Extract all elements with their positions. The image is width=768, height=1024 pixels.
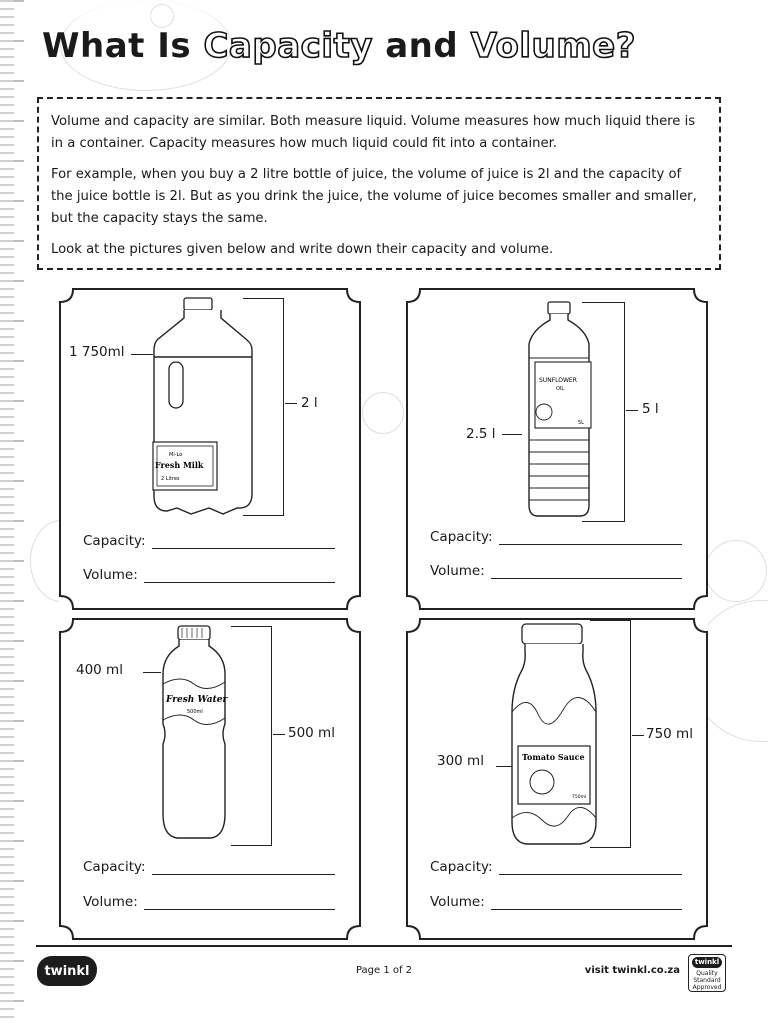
capacity-answer-row [430,529,682,545]
volume-label: Volume: [83,894,138,910]
product-type: OIL [556,386,565,392]
capacity-mark: 2 l [301,395,318,411]
footer-divider [36,945,732,947]
volume-answer-line[interactable] [491,564,682,579]
product-name: Fresh Milk [155,460,204,470]
title-capacity: Capacity [203,26,373,66]
volume-answer-row [430,563,682,579]
capacity-bracket [582,302,625,522]
capacity-bracket [590,620,631,848]
intro-box [37,97,721,270]
volume-answer-line[interactable] [491,895,682,910]
volume-mark: 2.5 l [466,426,496,442]
volume-label: Volume: [430,894,485,910]
title-volume: Volume? [470,26,636,66]
capacity-label: Capacity: [83,533,146,549]
volume-pointer [496,766,512,767]
question-card-milk [59,288,361,610]
capacity-label: Capacity: [83,859,146,875]
capacity-mark: 500 ml [288,725,335,741]
title-part: What Is [42,26,192,66]
capacity-answer-line[interactable] [152,860,335,875]
product-size: 500ml [187,709,203,715]
intro-paragraph: Volume and capacity are similar. Both measure liquid. Volume measures how much liquid there is in a container. Capacity measures how much liquid could fit into a container. [51,114,696,151]
question-card-oil [406,288,708,610]
water-bottle-icon [157,624,231,844]
page-title [42,26,636,66]
quality-badge [688,954,726,992]
capacity-answer-row [83,533,335,549]
product-size: 2 Litres [161,476,180,482]
volume-answer-row [430,894,682,910]
capacity-answer-line[interactable] [152,534,335,549]
badge-text: Quality Standard Approved [692,970,722,991]
product-brand: Mi-Lo [169,452,183,458]
product-name: SUNFLOWER [539,377,577,384]
capacity-bracket [231,626,272,846]
intro-paragraph: Look at the pictures given below and write down their capacity and volume. [51,242,554,257]
capacity-pointer [273,734,285,735]
volume-mark: 400 ml [76,662,123,678]
volume-label: Volume: [430,563,485,579]
capacity-label: Capacity: [430,529,493,545]
volume-mark: 1 750ml [69,344,125,360]
volume-answer-row [83,894,335,910]
capacity-answer-row [83,859,335,875]
product-name: Tomato Sauce [522,752,585,762]
volume-pointer [131,354,153,355]
volume-label: Volume: [83,567,138,583]
product-size: 750ml [572,795,587,800]
volume-answer-line[interactable] [144,568,335,583]
capacity-answer-line[interactable] [499,530,682,545]
volume-answer-row [83,567,335,583]
volume-answer-line[interactable] [144,895,335,910]
capacity-answer-row [430,859,682,875]
background-bubble [362,392,404,434]
ruler-margin [0,0,24,1024]
background-bubble [705,540,767,602]
capacity-mark: 5 l [642,401,659,417]
background-bubble [150,4,174,28]
badge-brand: twinkl [692,957,722,968]
capacity-pointer [632,735,644,736]
capacity-mark: 750 ml [646,726,693,742]
twinkl-logo: twinkl [37,956,97,986]
page-number: Page 1 of 2 [355,965,413,976]
question-card-sauce [406,618,708,940]
capacity-pointer [285,403,297,404]
capacity-label: Capacity: [430,859,493,875]
product-name: Fresh Water [166,695,228,705]
website-link[interactable]: visit twinkl.co.za [584,965,680,976]
product-size: 5L [578,420,584,426]
title-part: and [385,26,459,66]
capacity-pointer [626,410,638,411]
intro-paragraph: For example, when you buy a 2 litre bottle of juice, the volume of juice is 2l and the capacity of the juice bottle is 2l. But as you drink the juice, the volume of juice becomes smaller and smaller, but the capacity stays the same. [51,167,697,226]
volume-pointer [502,434,522,435]
capacity-answer-line[interactable] [499,860,682,875]
volume-mark: 300 ml [437,753,484,769]
volume-pointer [143,672,161,673]
capacity-bracket [243,298,284,516]
question-card-water [59,618,361,940]
sauce-bottle-icon [508,622,600,848]
